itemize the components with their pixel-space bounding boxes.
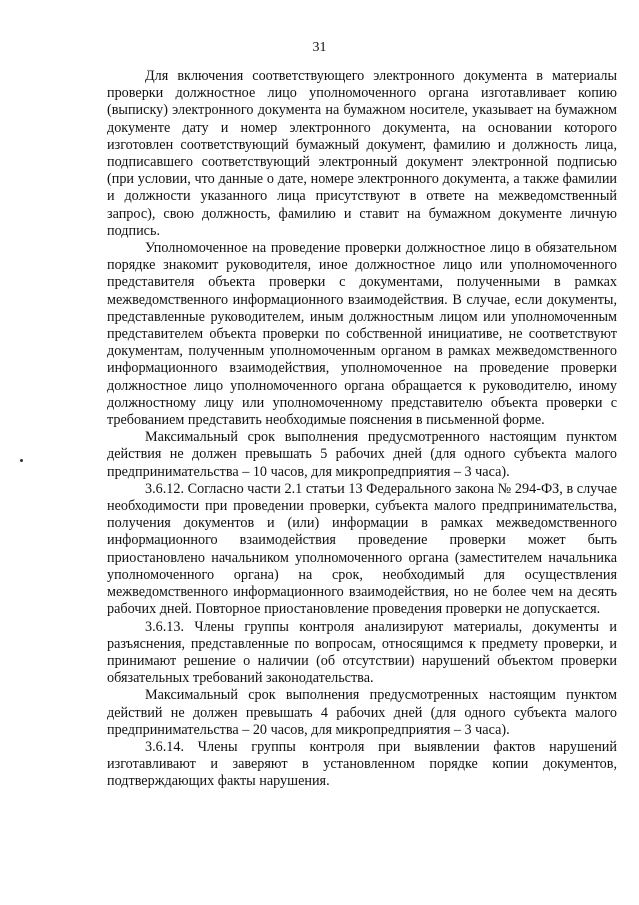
- paragraph-familiarization: Уполномоченное на проведение проверки должностное лицо в обязательном порядке знакомит руководителя, иное должностное лицо или уполномоченного представителя объекта проверки с документами, полученными в рамках межведомственного информационного взаимодействия. В случае, если документы, представленные руководителем, иным должностным лицом или уполномоченным представителем объекта проверки по собственной инициативе, не соответствуют документам, полученным уполномоченным органом в рамках межведомственного информационного взаимодействия, уполномоченное на проведение проверки должностное лицо уполномоченного органа обращается к руководителю, иному должностному лицу или уполномоченному представителю объекта проверки с требованием представить необходимые пояснения в письменной форме.: [107, 240, 617, 429]
- page-number: 31: [312, 40, 327, 55]
- paragraph-deadline-4-days: Максимальный срок выполнения предусмотренных настоящим пунктом действий не должен превышать 4 рабочих дней (для одного субъекта малого предпринимательства – 20 часов, для микропредприятия – 3 часа).: [107, 687, 617, 738]
- paragraph-3-6-13: 3.6.13. Члены группы контроля анализируют материалы, документы и разъяснения, представленные по вопросам, относящимся к предмету проверки, и принимают решение о наличии (об отсутствии) нарушений объектом проверки обязательных требований законодательства.: [107, 618, 617, 687]
- paragraph-electronic-copy: Для включения соответствующего электронного документа в материалы проверки должностное лицо уполномоченного органа изготавливает копию (выписку) электронного документа на бумажном носителе, указывает на бумажном документе дату и номер электронного документа, на основании которого изготовлен соответствующий бумажный документ, фамилию и должность лица, подписавшего соответствующий электронный документ электронной подписью (при условии, что данные о дате, номере электронного документа, а также фамилии и должности указанного лица присутствуют в ответе на межведомственный запрос), свою должность, фамилию и ставит на бумажном документе личную подпись.: [107, 68, 617, 239]
- paragraph-3-6-12: 3.6.12. Согласно части 2.1 статьи 13 Федерального закона № 294-ФЗ, в случае необходимости при проведении проверки, субъекта малого предпринимательства, получения документов и (или) информации в рамках межведомственного информационного взаимодействия проведение проверки может быть приостановлено начальником уполномоченного органа (заместителем начальника уполномоченного органа) на срок, необходимый для осуществления межведомственного информационного взаимодействия, но не более чем на десять рабочих дней. Повторное приостановление проведения проверки не допускается.: [107, 480, 617, 618]
- document-body: [107, 68, 617, 791]
- paragraph-3-6-14: 3.6.14. Члены группы контроля при выявлении фактов нарушений изготавливают и заверяют в установленном порядке копии документов, подтверждающих факты нарушения.: [107, 738, 617, 790]
- paragraph-deadline-5-days: Максимальный срок выполнения предусмотренного настоящим пунктом действия не должен превышать 5 рабочих дней (для одного субъекта малого предпринимательства – 10 часов, для микропредприятия – 3 часа).: [107, 429, 617, 480]
- margin-dot: [20, 459, 23, 462]
